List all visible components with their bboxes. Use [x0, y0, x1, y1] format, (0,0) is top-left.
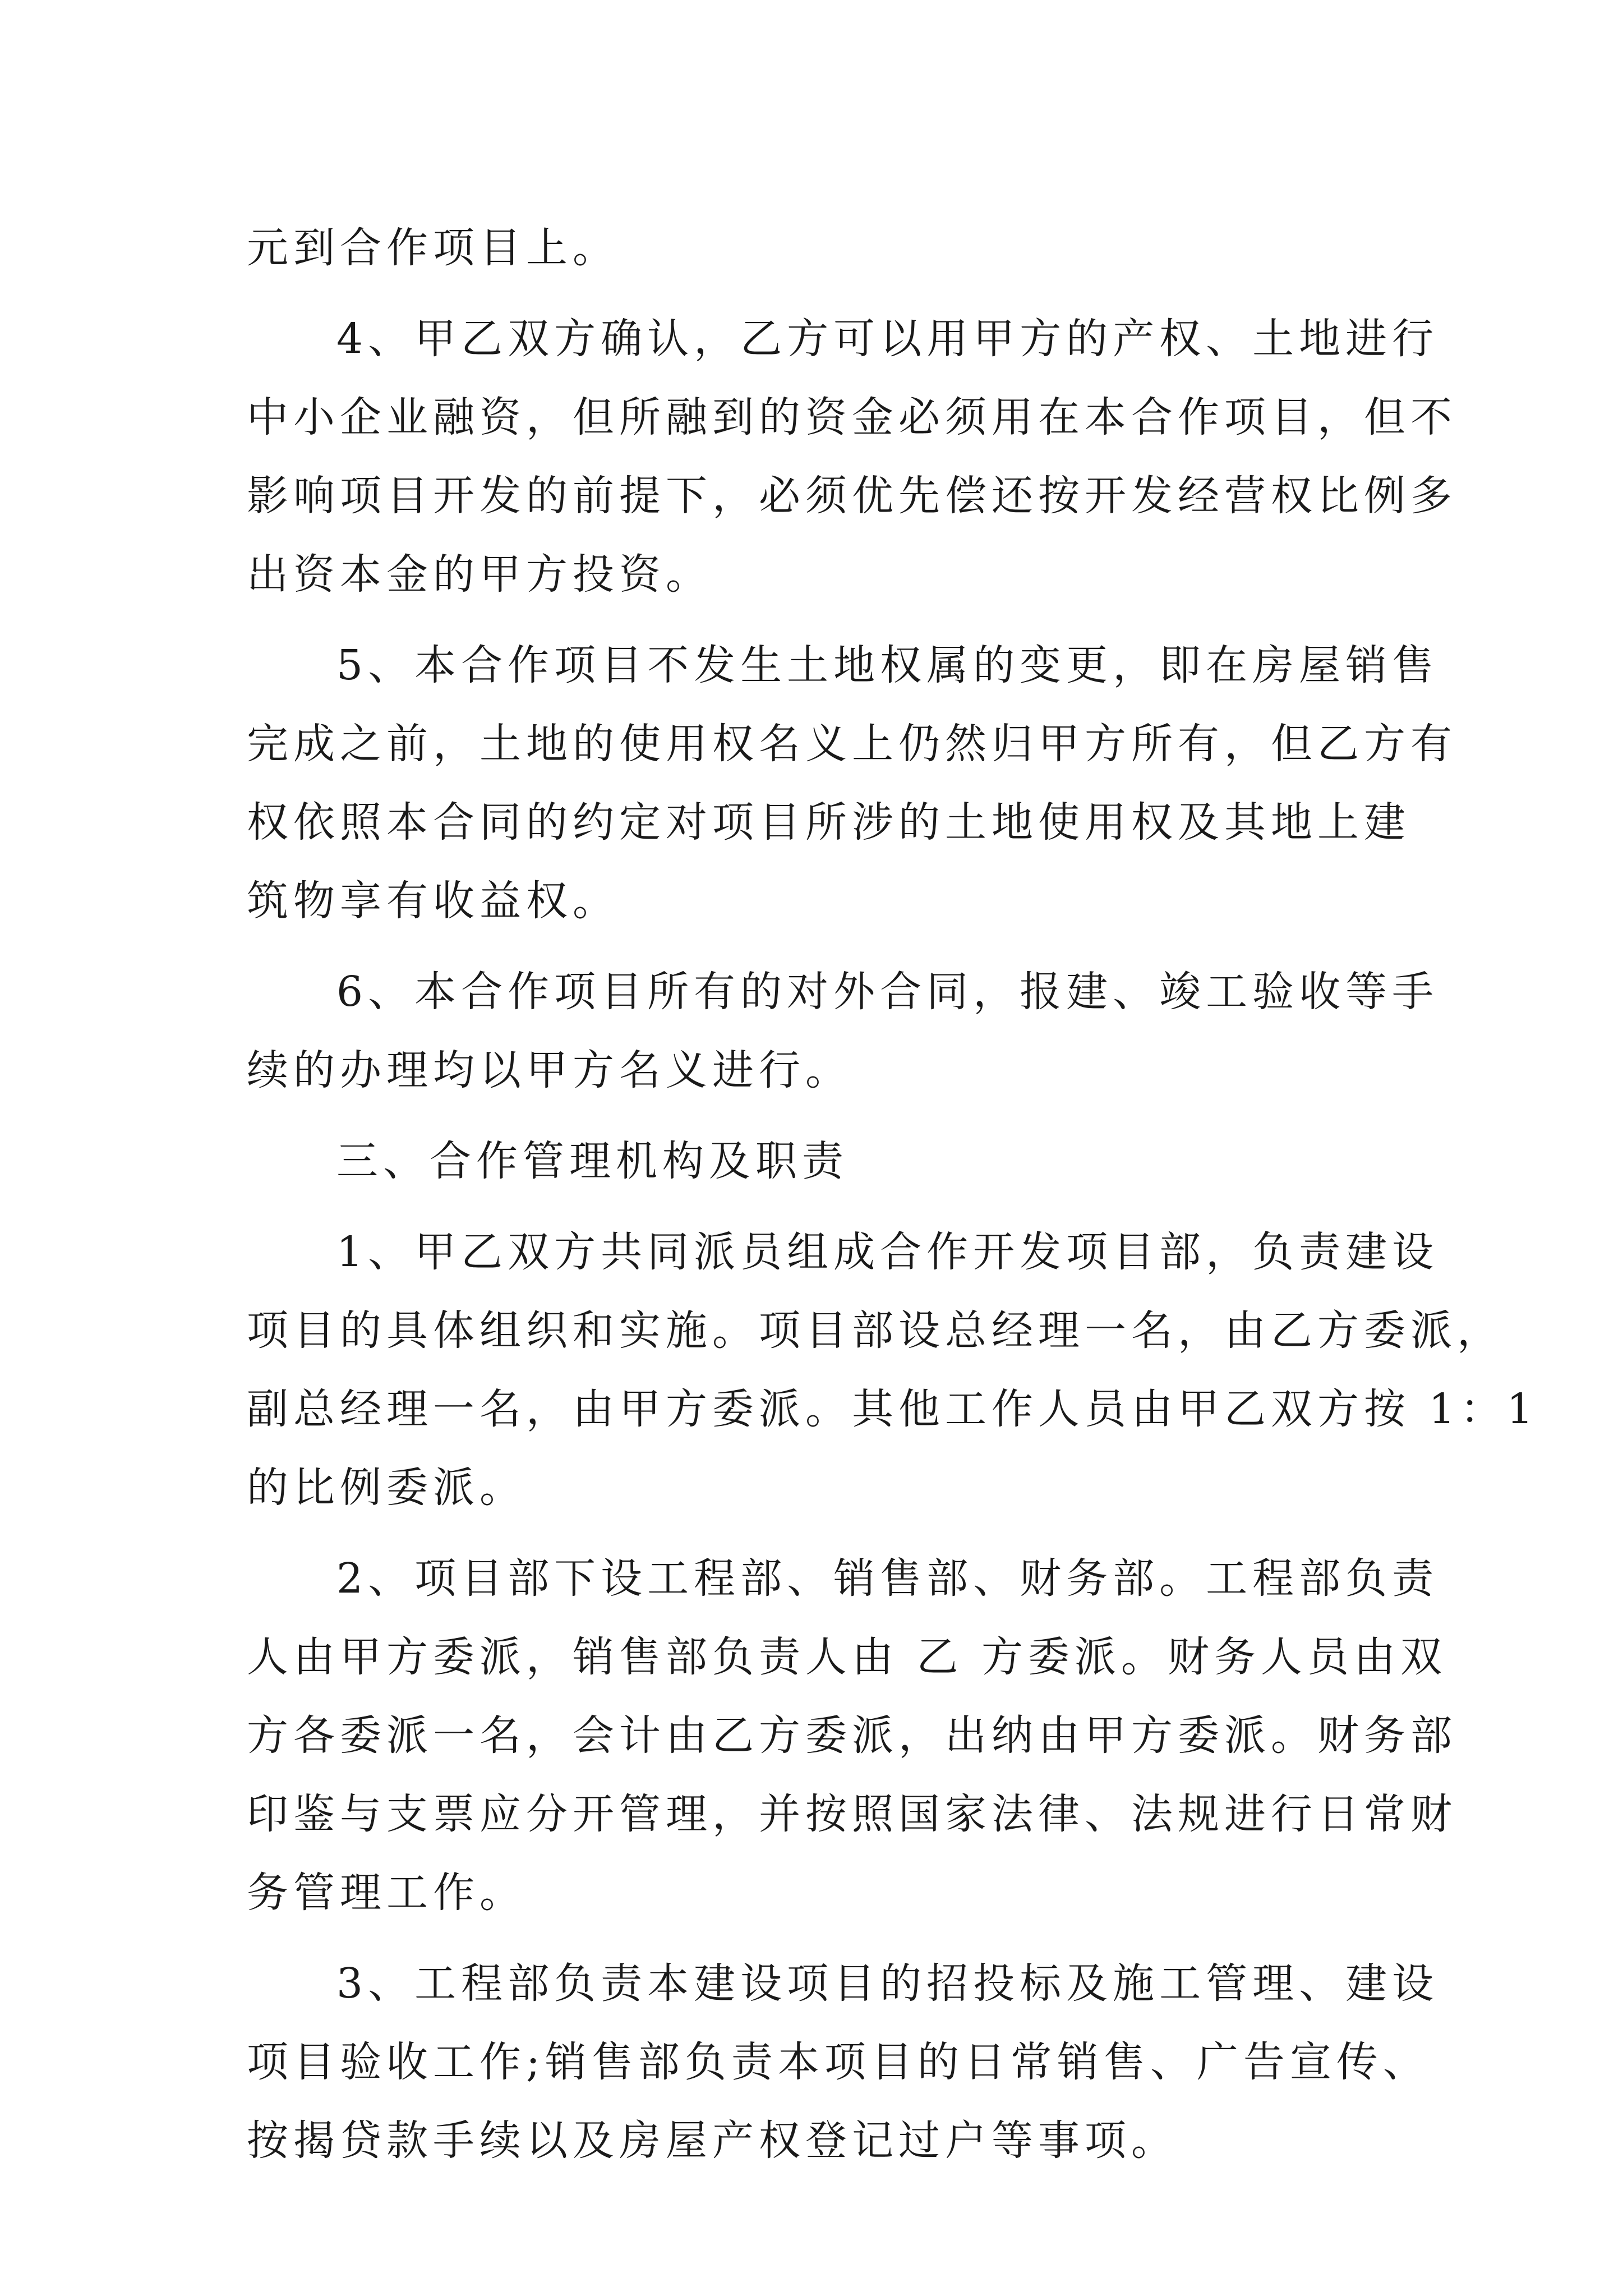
- paragraph-5-line-1: 5、本合作项目不发生土地权属的变更，即在房屋销售: [336, 641, 1439, 689]
- text-line: 元到合作项目上。: [247, 224, 619, 272]
- document-body: [247, 209, 1538, 2180]
- section3-paragraph-3-line-1: 3、工程部负责本建设项目的招投标及施工管理、建设: [336, 1959, 1439, 2008]
- paragraph-5-line-4: 筑物享有收益权。: [247, 877, 619, 925]
- paragraph-5-line-2: 完成之前，土地的使用权名义上仍然归甲方所有，但乙方有: [247, 720, 1457, 768]
- paragraph-5-line-3: 权依照本合同的约定对项目所涉的土地使用权及其地上建: [247, 798, 1410, 846]
- section3-paragraph-1-line-3: 副总经理一名，由甲方委派。其他工作人员由甲乙双方按 1：1: [247, 1385, 1538, 1433]
- section3-paragraph-2-line-5: 务管理工作。: [247, 1869, 526, 1917]
- section3-paragraph-3-line-2: 项目验收工作;销售部负责本项目的日常销售、广告宣传、: [247, 2038, 1430, 2086]
- section3-paragraph-2-line-2: 人由甲方委派，销售部负责人由 乙 方委派。财务人员由双: [247, 1633, 1447, 1681]
- section3-paragraph-1-line-1: 1、甲乙双方共同派员组成合作开发项目部，负责建设: [336, 1228, 1439, 1276]
- section3-paragraph-1-line-4: 的比例委派。: [247, 1464, 526, 1512]
- section3-paragraph-2-line-3: 方各委派一名，会计由乙方委派，出纳由甲方委派。财务部: [247, 1711, 1457, 1760]
- paragraph-4-line-2: 中小企业融资，但所融到的资金必须用在本合作项目，但不: [247, 393, 1457, 441]
- section3-paragraph-3-line-3: 按揭贷款手续以及房屋产权登记过户等事项。: [247, 2116, 1178, 2165]
- section3-paragraph-1-line-2: 项目的具体组织和实施。项目部设总经理一名，由乙方委派，: [247, 1306, 1504, 1355]
- paragraph-4-line-4: 出资本金的甲方投资。: [247, 550, 712, 599]
- paragraph-4-line-1: 4、甲乙双方确认，乙方可以用甲方的产权、土地进行: [336, 315, 1439, 363]
- section-heading: 三、合作管理机构及职责: [336, 1137, 849, 1185]
- section3-paragraph-2-line-4: 印鉴与支票应分开管理，并按照国家法律、法规进行日常财: [247, 1790, 1457, 1838]
- paragraph-6-line-2: 续的办理均以甲方名义进行。: [247, 1046, 852, 1094]
- paragraph-4-line-3: 影响项目开发的前提下，必须优先偿还按开发经营权比例多: [247, 472, 1457, 520]
- paragraph-6-line-1: 6、本合作项目所有的对外合同，报建、竣工验收等手: [336, 968, 1439, 1016]
- section3-paragraph-2-line-1: 2、项目部下设工程部、销售部、财务部。工程部负责: [336, 1554, 1439, 1603]
